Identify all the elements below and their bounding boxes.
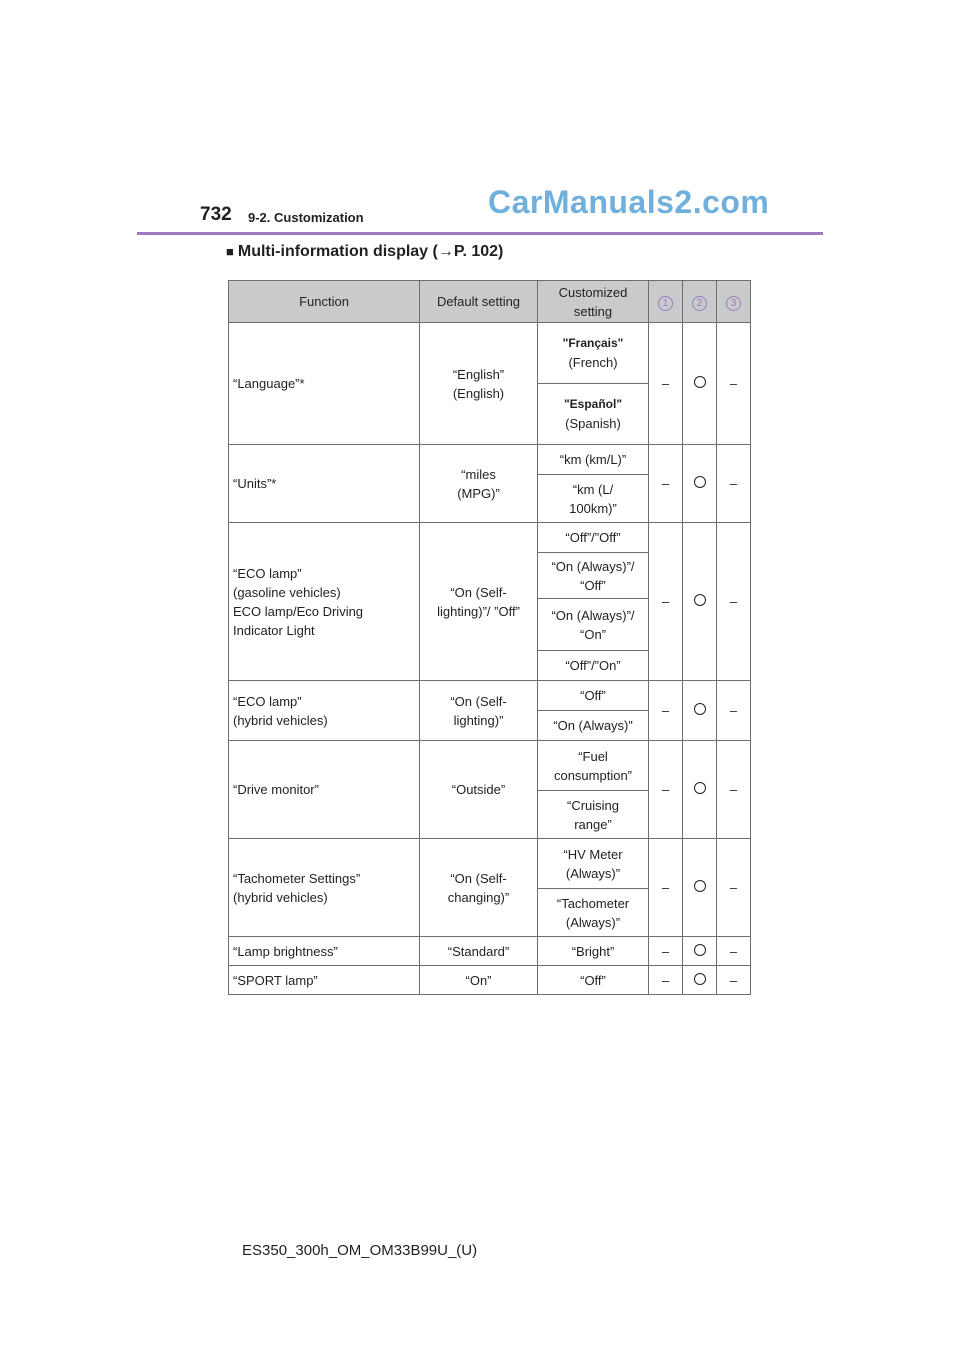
col1-cell: –	[649, 681, 683, 741]
setting-cell: “On (Always)”/ “On”	[538, 599, 649, 651]
col2-cell	[683, 937, 717, 966]
circle-mark-icon	[694, 703, 706, 715]
circled-1-icon: 1	[658, 296, 673, 311]
col2-cell	[683, 966, 717, 995]
setting-cell	[538, 384, 649, 445]
setting-cell: “Tachometer (Always)”	[538, 889, 649, 937]
col1-cell: –	[649, 966, 683, 995]
col1-cell: –	[649, 839, 683, 937]
col3-cell: –	[717, 681, 751, 741]
subheading-text[interactable]: Multi-information display (→P. 102)	[237, 243, 504, 260]
col3-cell: –	[717, 523, 751, 681]
setting-cell: “Fuel consumption”	[538, 741, 649, 791]
col1-cell: –	[649, 523, 683, 681]
setting-cell: “On (Always)”	[538, 711, 649, 741]
function-cell: “Lamp brightness”	[229, 937, 420, 966]
col2-cell	[683, 741, 717, 839]
header-default-setting: Default setting	[420, 281, 538, 323]
header-col-3	[717, 281, 751, 323]
setting-cell: “HV Meter (Always)”	[538, 839, 649, 889]
page-number: 732	[200, 204, 232, 225]
col2-cell	[683, 445, 717, 523]
table-row	[229, 445, 751, 475]
setting-cell: “km (km/L)”	[538, 445, 649, 475]
col2-cell	[683, 323, 717, 445]
default-cell: “On (Self- changing)”	[420, 839, 538, 937]
watermark: CarManuals2.com	[488, 184, 770, 220]
col2-cell	[683, 681, 717, 741]
circle-mark-icon	[694, 944, 706, 956]
circled-3-icon: 3	[726, 296, 741, 311]
setting-cell: “Off”/”On”	[538, 651, 649, 681]
col1-cell: –	[649, 445, 683, 523]
setting-cell: “Off”/”Off”	[538, 523, 649, 553]
table-row	[229, 937, 751, 966]
section-title: 9-2. Customization	[248, 210, 364, 225]
col3-cell: –	[717, 445, 751, 523]
setting-cell: “Off”	[538, 681, 649, 711]
function-line: (hybrid vehicles)	[233, 889, 328, 905]
setting-cell: “km (L/ 100km)”	[538, 475, 649, 523]
table-row	[229, 523, 751, 553]
circle-mark-icon	[694, 973, 706, 985]
square-bullet-icon: ■	[226, 244, 234, 259]
table-row	[229, 681, 751, 711]
setting-cell: “Off”	[538, 966, 649, 995]
col1-cell: –	[649, 741, 683, 839]
setting-name: "Español"	[563, 397, 623, 411]
function-cell: “Units”*	[229, 445, 420, 523]
function-line: “ECO lamp”	[233, 565, 302, 581]
col2-cell	[683, 523, 717, 681]
setting-name: "Français"	[562, 336, 624, 350]
function-cell	[229, 681, 420, 741]
subheading	[226, 243, 503, 261]
default-cell: “miles (MPG)”	[420, 445, 538, 523]
header-customized-setting: Customized setting	[538, 281, 649, 323]
setting-translation: (Spanish)	[565, 416, 621, 431]
default-cell: “Outside”	[420, 741, 538, 839]
function-cell: “Language”*	[229, 323, 420, 445]
col3-cell: –	[717, 937, 751, 966]
table-header-row	[229, 281, 751, 323]
default-cell: “English” (English)	[420, 323, 538, 445]
col3-cell: –	[717, 323, 751, 445]
function-line: “Tachometer Settings”	[233, 870, 361, 886]
col1-cell: –	[649, 937, 683, 966]
header-col-1	[649, 281, 683, 323]
customization-table	[228, 280, 751, 995]
function-line: (gasoline vehicles)	[233, 584, 341, 600]
function-line: Indicator Light	[233, 622, 315, 638]
col2-cell	[683, 839, 717, 937]
function-cell	[229, 839, 420, 937]
circle-mark-icon	[694, 782, 706, 794]
circle-mark-icon	[694, 476, 706, 488]
setting-cell: “Bright”	[538, 937, 649, 966]
setting-cell: “On (Always)”/ “Off”	[538, 553, 649, 599]
col1-cell: –	[649, 323, 683, 445]
table-row	[229, 966, 751, 995]
function-cell: “Drive monitor”	[229, 741, 420, 839]
col3-cell: –	[717, 839, 751, 937]
footer-code: ES350_300h_OM_OM33B99U_(U)	[242, 1242, 478, 1259]
function-cell	[229, 523, 420, 681]
circled-2-icon: 2	[692, 296, 707, 311]
table-row	[229, 323, 751, 384]
function-line: (hybrid vehicles)	[233, 712, 328, 728]
header-col-2	[683, 281, 717, 323]
col3-cell: –	[717, 966, 751, 995]
circle-mark-icon	[694, 376, 706, 388]
header-function: Function	[229, 281, 420, 323]
circle-mark-icon	[694, 594, 706, 606]
table-row	[229, 741, 751, 791]
circle-mark-icon	[694, 880, 706, 892]
table-row	[229, 839, 751, 889]
header-rule	[137, 232, 823, 235]
setting-cell: “Cruising range”	[538, 791, 649, 839]
default-cell: “Standard”	[420, 937, 538, 966]
function-line: “ECO lamp”	[233, 693, 302, 709]
default-cell: “On (Self-lighting)”/ ”Off”	[420, 523, 538, 681]
setting-cell	[538, 323, 649, 384]
default-cell: “On”	[420, 966, 538, 995]
default-cell: “On (Self-lighting)”	[420, 681, 538, 741]
function-cell: “SPORT lamp”	[229, 966, 420, 995]
col3-cell: –	[717, 741, 751, 839]
setting-translation: (French)	[568, 355, 618, 370]
function-line: ECO lamp/Eco Driving	[233, 603, 364, 619]
